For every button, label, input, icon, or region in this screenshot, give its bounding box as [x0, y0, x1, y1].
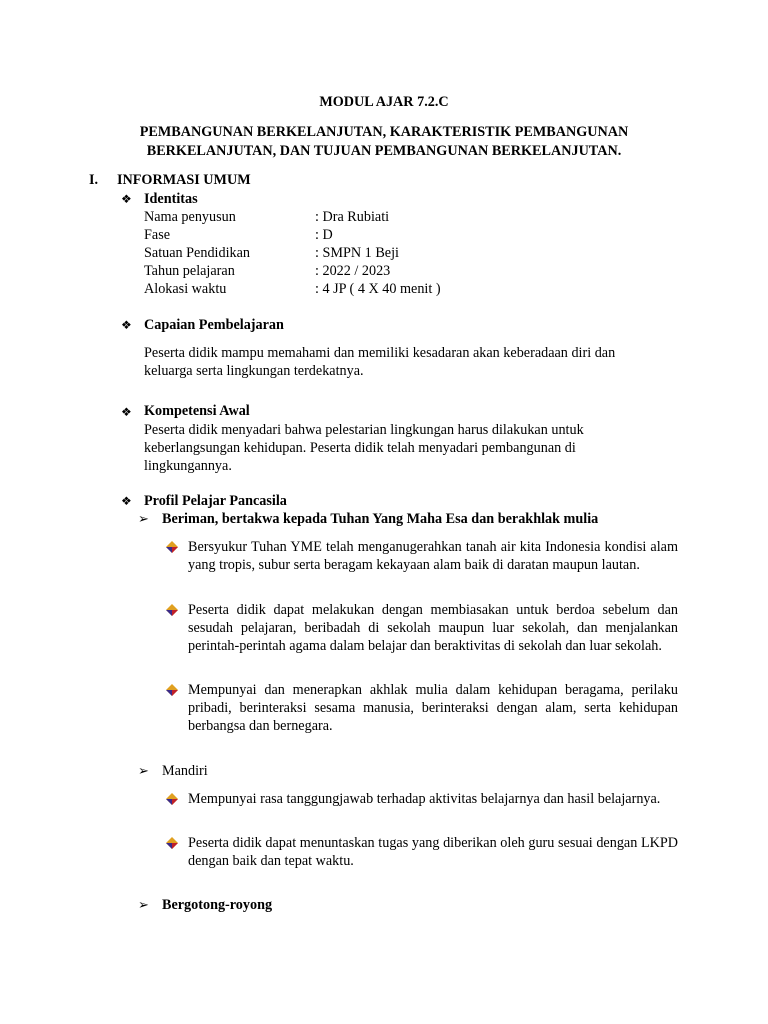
- module-title: MODUL AJAR 7.2.C: [319, 94, 449, 110]
- identitas-label: Alokasi waktu: [144, 281, 227, 297]
- identitas-value: : 2022 / 2023: [315, 263, 391, 279]
- mandiri-item: Mempunyai rasa tanggungjawab terhadap aktivitas belajarnya dan hasil belajarnya.: [188, 791, 661, 807]
- identitas-label: Satuan Pendidikan: [144, 245, 250, 261]
- diamond-bullet-icon: ❖: [121, 405, 132, 419]
- arrow-bullet-icon: ➢: [138, 763, 149, 778]
- kompetensi-text: Peserta didik menyadari bahwa pelestarian lingkungan harus dilakukan untuk keberlangsungan kehidupan. Peserta didik telah menyadari pembangunan di lingkungannya.: [144, 422, 584, 474]
- capaian-text: Peserta didik mampu memahami dan memiliki kesadaran akan keberadaan diri dan keluarga serta lingkungan terdekatnya.: [144, 345, 616, 379]
- identitas-value: : SMPN 1 Beji: [315, 245, 399, 261]
- gotong-heading: Bergotong-royong: [162, 897, 273, 913]
- beriman-heading: Beriman, bertakwa kepada Tuhan Yang Maha Esa dan berakhlak mulia: [162, 511, 599, 527]
- identitas-value: : 4 JP ( 4 X 40 menit ): [315, 281, 441, 297]
- capaian-heading: Capaian Pembelajaran: [144, 317, 284, 333]
- mandiri-item: Peserta didik dapat menuntaskan tugas yang diberikan oleh guru sesuai dengan LKPD dengan baik dan tepat waktu.: [188, 835, 678, 869]
- colored-square-bullet-icon: [166, 604, 178, 616]
- identitas-label: Tahun pelajaran: [144, 263, 235, 279]
- arrow-bullet-icon: ➢: [138, 897, 149, 912]
- mandiri-heading: Mandiri: [162, 763, 208, 779]
- colored-square-bullet-icon: [166, 684, 178, 696]
- diamond-bullet-icon: ❖: [121, 494, 132, 508]
- colored-square-bullet-icon: [166, 541, 178, 553]
- profil-heading: Profil Pelajar Pancasila: [144, 493, 287, 509]
- colored-square-bullet-icon: [166, 837, 178, 849]
- beriman-item: Peserta didik dapat melakukan dengan membiasakan untuk berdoa sebelum dan sesudah pelajaran, beribadah di sekolah maupun luar sekolah, dan menjalankan perintah-perintah agama dalam belajar dan beraktivitas di sekolah dan luar sekolah.: [188, 602, 678, 654]
- section-title: INFORMASI UMUM: [117, 172, 251, 188]
- identitas-value: : D: [315, 227, 333, 243]
- identitas-heading: Identitas: [144, 191, 198, 207]
- diamond-bullet-icon: ❖: [121, 192, 132, 206]
- diamond-bullet-icon: ❖: [121, 318, 132, 332]
- identitas-label: Fase: [144, 227, 171, 243]
- section-number: I.: [89, 172, 99, 188]
- identitas-label: Nama penyusun: [144, 209, 236, 225]
- identitas-value: : Dra Rubiati: [315, 209, 390, 225]
- arrow-bullet-icon: ➢: [138, 511, 149, 526]
- kompetensi-heading: Kompetensi Awal: [144, 403, 250, 419]
- subtitle-line-1: PEMBANGUNAN BERKELANJUTAN, KARAKTERISTIK PEMBANGUNAN: [139, 124, 629, 140]
- beriman-item: Mempunyai dan menerapkan akhlak mulia dalam kehidupan beragama, perilaku pribadi, berinteraksi sesama manusia, berinteraksi dengan alam, serta kehidupan berbangsa dan bernegara.: [188, 682, 678, 734]
- colored-square-bullet-icon: [166, 793, 178, 805]
- subtitle-line-2: BERKELANJUTAN, DAN TUJUAN PEMBANGUNAN BERKELANJUTAN.: [146, 143, 622, 159]
- beriman-item: Bersyukur Tuhan YME telah menganugerahkan tanah air kita Indonesia kondisi alam yang tropis, subur serta beragam kekayaan alam baik di daratan maupun lautan.: [188, 539, 678, 573]
